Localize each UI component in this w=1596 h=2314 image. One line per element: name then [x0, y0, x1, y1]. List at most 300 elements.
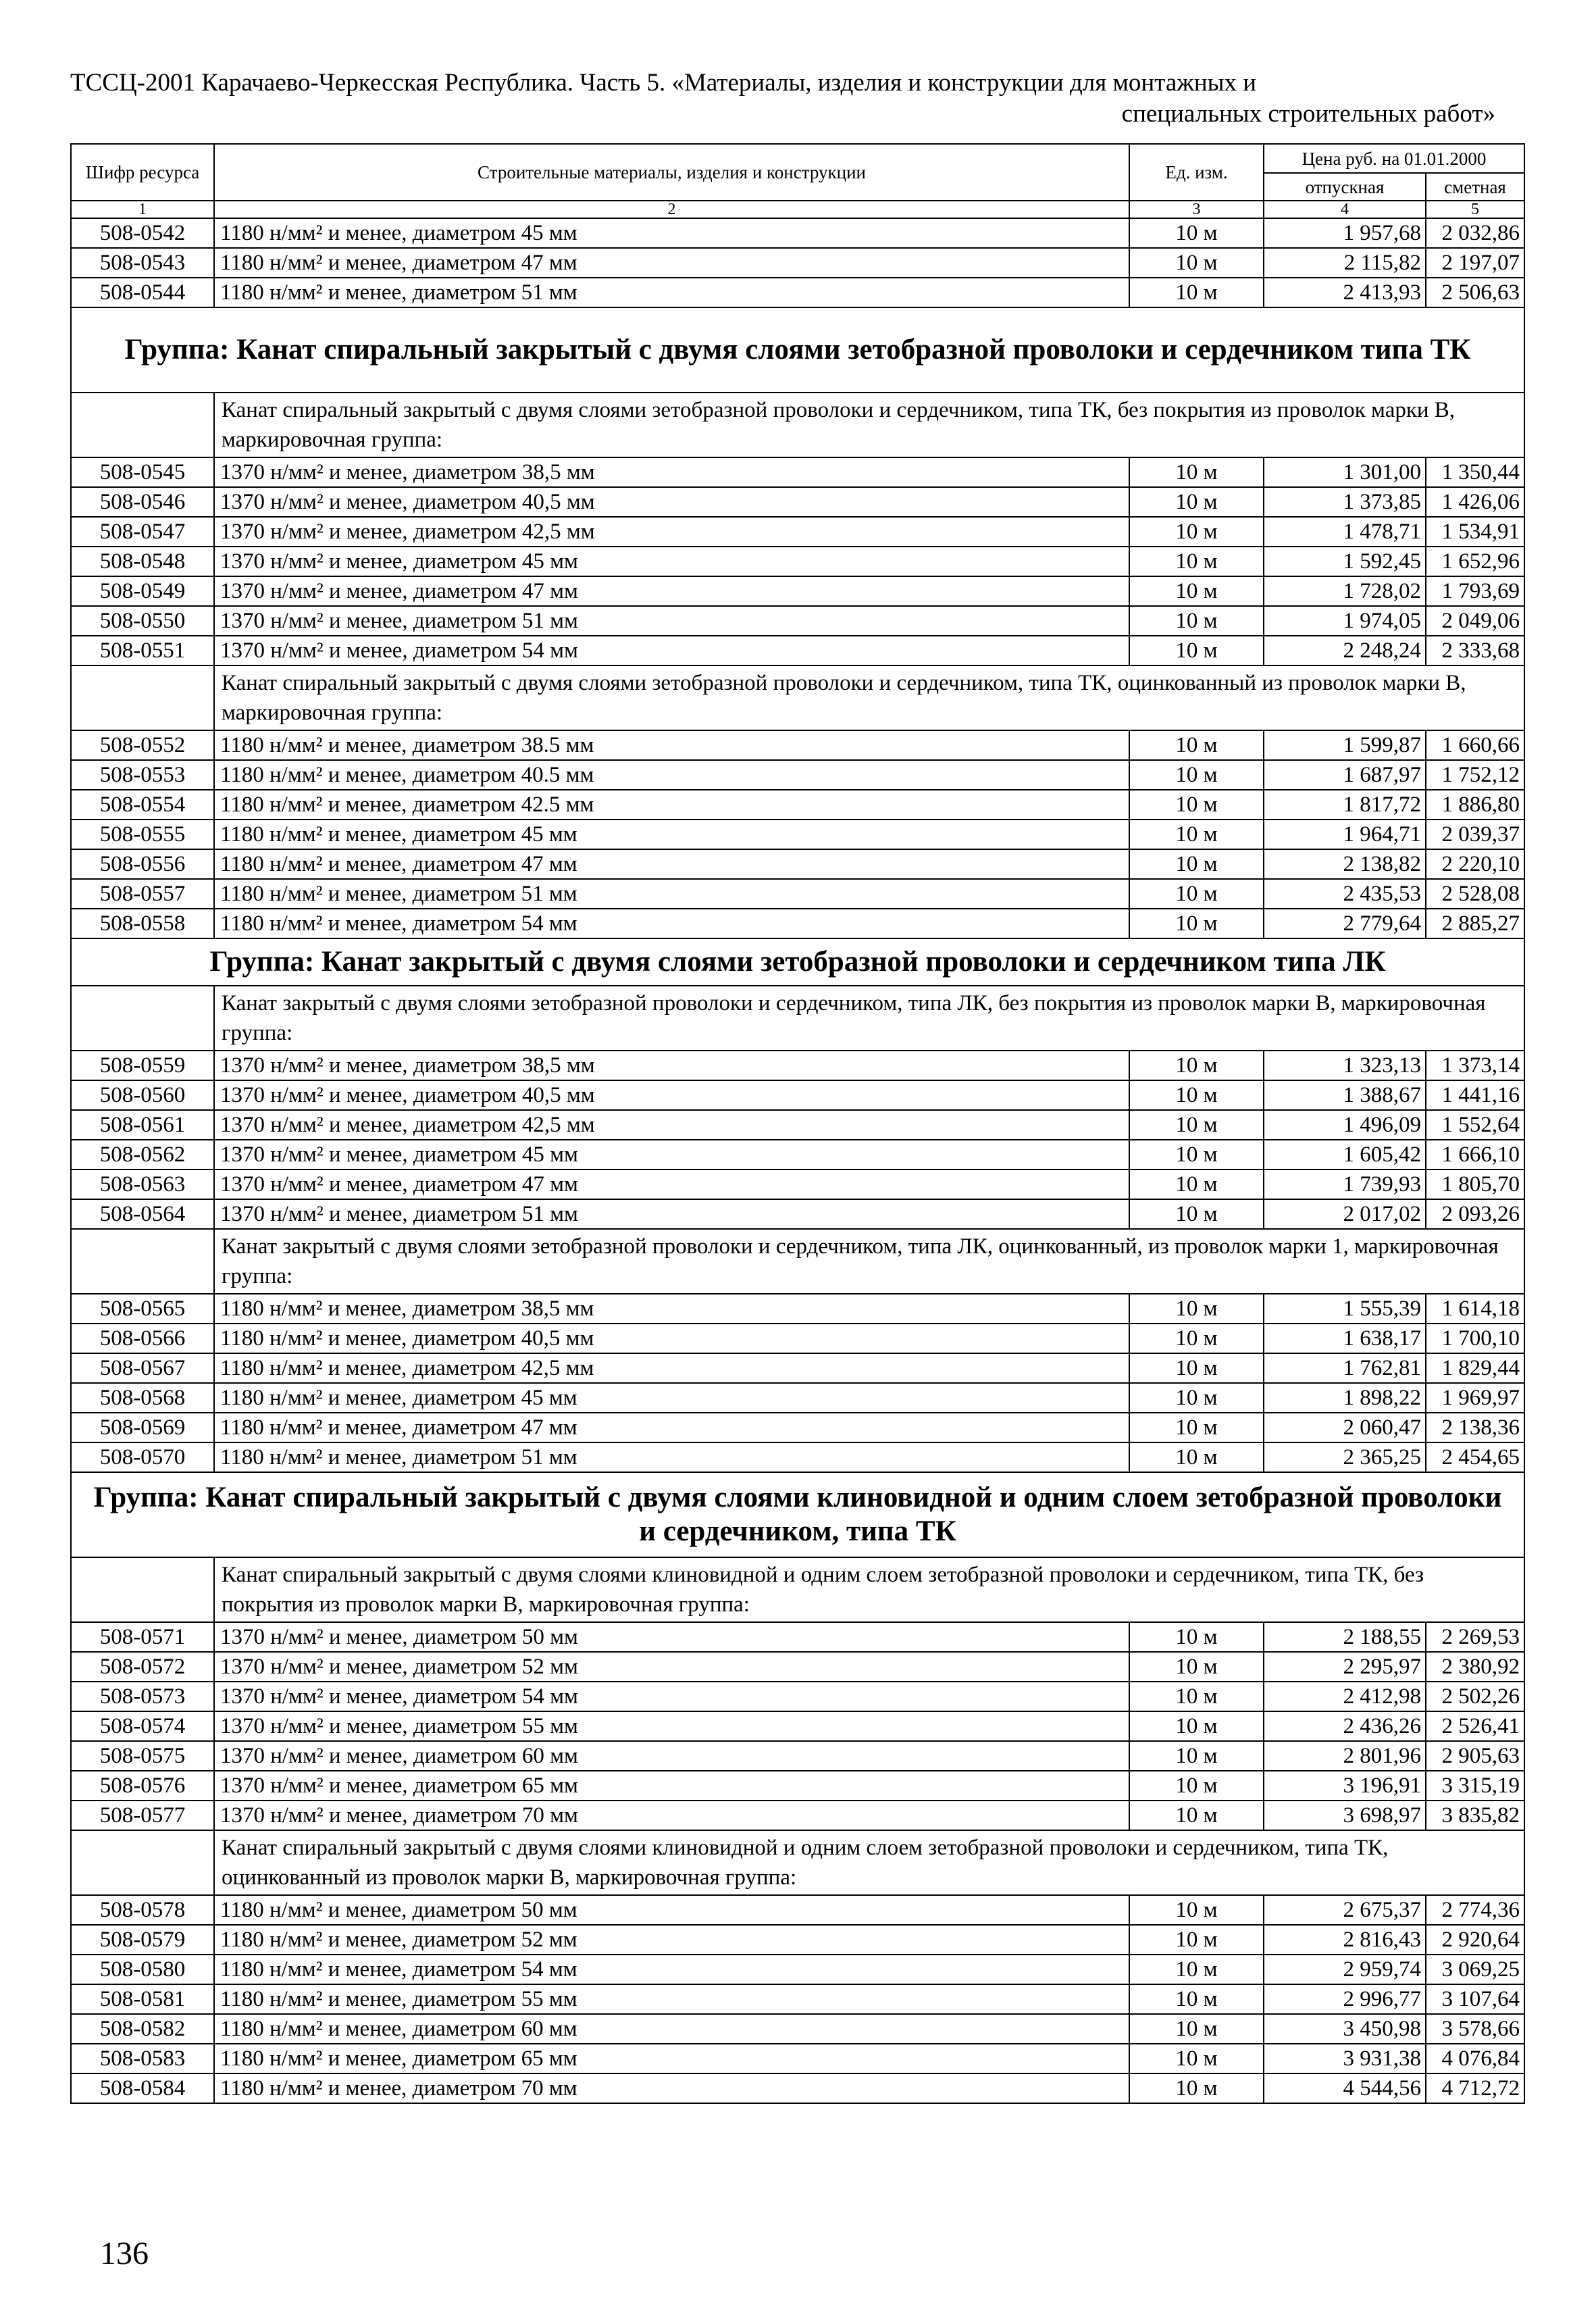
resource-code: 508-0570 — [71, 1442, 214, 1472]
resource-code: 508-0564 — [71, 1199, 214, 1229]
unit-cell: 10 м — [1129, 849, 1264, 879]
material-name: 1180 н/мм² и менее, диаметром 65 мм — [214, 2044, 1129, 2073]
estimate-price: 2 269,53 — [1426, 1622, 1524, 1652]
material-name: 1180 н/мм² и менее, диаметром 42.5 мм — [214, 790, 1129, 820]
unit-cell: 10 м — [1129, 879, 1264, 909]
table-row — [71, 636, 1524, 665]
unit-cell: 10 м — [1129, 1771, 1264, 1801]
material-name: 1180 н/мм² и менее, диаметром 40,5 мм — [214, 1324, 1129, 1353]
estimate-price: 4 712,72 — [1426, 2073, 1524, 2103]
subgroup-row — [71, 1830, 1524, 1895]
table-row — [71, 576, 1524, 606]
material-name: 1180 н/мм² и менее, диаметром 45 мм — [214, 820, 1129, 849]
material-name: 1370 н/мм² и менее, диаметром 60 мм — [214, 1741, 1129, 1771]
resource-code: 508-0543 — [71, 248, 214, 278]
table-row — [71, 2014, 1524, 2044]
unit-cell: 10 м — [1129, 1413, 1264, 1442]
estimate-price: 2 905,63 — [1426, 1741, 1524, 1771]
unit-cell: 10 м — [1129, 517, 1264, 547]
material-name: 1180 н/мм² и менее, диаметром 45 мм — [214, 1383, 1129, 1413]
material-name: 1180 н/мм² и менее, диаметром 45 мм — [214, 218, 1129, 248]
col-num-4: 4 — [1264, 201, 1426, 218]
wholesale-price: 2 365,25 — [1264, 1442, 1426, 1472]
wholesale-price: 1 373,85 — [1264, 487, 1426, 517]
subgroup-description: Канат спиральный закрытый с двумя слоями клиновидной и одним слоем зетобразной проволоки и сердечником, типа ТК, оцинкованный из проволок марки В, маркировочная группа: — [214, 1830, 1524, 1895]
subgroup-empty-cell — [71, 1830, 214, 1895]
unit-cell: 10 м — [1129, 457, 1264, 487]
table-row — [71, 1169, 1524, 1199]
subgroup-empty-cell — [71, 986, 214, 1051]
estimate-price: 1 652,96 — [1426, 547, 1524, 576]
wholesale-price: 2 017,02 — [1264, 1199, 1426, 1229]
material-name: 1180 н/мм² и менее, диаметром 38.5 мм — [214, 730, 1129, 760]
unit-cell: 10 м — [1129, 576, 1264, 606]
unit-cell: 10 м — [1129, 248, 1264, 278]
resource-code: 508-0579 — [71, 1925, 214, 1955]
material-name: 1180 н/мм² и менее, диаметром 51 мм — [214, 879, 1129, 909]
material-name: 1370 н/мм² и менее, диаметром 54 мм — [214, 1682, 1129, 1711]
wholesale-price: 1 974,05 — [1264, 606, 1426, 636]
resource-code: 508-0580 — [71, 1955, 214, 1984]
material-name: 1370 н/мм² и менее, диаметром 51 мм — [214, 606, 1129, 636]
estimate-price: 2 502,26 — [1426, 1682, 1524, 1711]
resource-code: 508-0575 — [71, 1741, 214, 1771]
material-name: 1370 н/мм² и менее, диаметром 38,5 мм — [214, 457, 1129, 487]
estimate-price: 2 885,27 — [1426, 909, 1524, 938]
table-row — [71, 1925, 1524, 1955]
resource-code: 508-0560 — [71, 1080, 214, 1110]
material-name: 1370 н/мм² и менее, диаметром 70 мм — [214, 1801, 1129, 1830]
table-row — [71, 1801, 1524, 1830]
wholesale-price: 1 728,02 — [1264, 576, 1426, 606]
table-row — [71, 2044, 1524, 2073]
wholesale-price: 2 959,74 — [1264, 1955, 1426, 1984]
unit-cell: 10 м — [1129, 487, 1264, 517]
estimate-price: 2 380,92 — [1426, 1652, 1524, 1682]
col-num-3: 3 — [1129, 201, 1264, 218]
resource-code: 508-0563 — [71, 1169, 214, 1199]
material-name: 1370 н/мм² и менее, диаметром 52 мм — [214, 1652, 1129, 1682]
table-row — [71, 1199, 1524, 1229]
wholesale-price: 3 196,91 — [1264, 1771, 1426, 1801]
estimate-price: 2 197,07 — [1426, 248, 1524, 278]
resource-code: 508-0583 — [71, 2044, 214, 2073]
group-heading: Группа: Канат спиральный закрытый с двумя слоями зетобразной проволоки и сердечником типа ТК — [71, 307, 1524, 393]
table-row — [71, 218, 1524, 248]
material-name: 1180 н/мм² и менее, диаметром 42,5 мм — [214, 1353, 1129, 1383]
table-row — [71, 849, 1524, 879]
estimate-price: 1 752,12 — [1426, 760, 1524, 790]
table-row — [71, 1984, 1524, 2014]
resource-code: 508-0565 — [71, 1294, 214, 1324]
unit-cell: 10 м — [1129, 1622, 1264, 1652]
subgroup-description: Канат спиральный закрытый с двумя слоями клиновидной и одним слоем зетобразной проволоки и сердечником, типа ТК, без покрытия из проволок марки В, маркировочная группа: — [214, 1557, 1524, 1622]
unit-cell: 10 м — [1129, 2014, 1264, 2044]
resource-code: 508-0547 — [71, 517, 214, 547]
wholesale-price: 1 496,09 — [1264, 1110, 1426, 1140]
unit-cell: 10 м — [1129, 1652, 1264, 1682]
estimate-price: 3 578,66 — [1426, 2014, 1524, 2044]
subgroup-empty-cell — [71, 1557, 214, 1622]
group-heading-row — [71, 1472, 1524, 1557]
material-name: 1370 н/мм² и менее, диаметром 42,5 мм — [214, 1110, 1129, 1140]
wholesale-price: 2 436,26 — [1264, 1711, 1426, 1741]
unit-cell: 10 м — [1129, 1199, 1264, 1229]
table-row — [71, 760, 1524, 790]
unit-cell: 10 м — [1129, 1682, 1264, 1711]
unit-cell: 10 м — [1129, 278, 1264, 307]
estimate-price: 2 526,41 — [1426, 1711, 1524, 1741]
unit-cell: 10 м — [1129, 1324, 1264, 1353]
material-name: 1180 н/мм² и менее, диаметром 52 мм — [214, 1925, 1129, 1955]
table-row — [71, 1652, 1524, 1682]
resource-code: 508-0544 — [71, 278, 214, 307]
unit-cell: 10 м — [1129, 1383, 1264, 1413]
resource-code: 508-0542 — [71, 218, 214, 248]
resource-code: 508-0546 — [71, 487, 214, 517]
subgroup-empty-cell — [71, 665, 214, 730]
table-row — [71, 1741, 1524, 1771]
estimate-price: 3 835,82 — [1426, 1801, 1524, 1830]
wholesale-price: 2 413,93 — [1264, 278, 1426, 307]
table-row — [71, 1622, 1524, 1652]
resource-code: 508-0557 — [71, 879, 214, 909]
wholesale-price: 1 478,71 — [1264, 517, 1426, 547]
material-name: 1180 н/мм² и менее, диаметром 50 мм — [214, 1895, 1129, 1925]
estimate-price: 1 441,16 — [1426, 1080, 1524, 1110]
resource-code: 508-0577 — [71, 1801, 214, 1830]
page-header — [70, 68, 1495, 130]
estimate-price: 1 660,66 — [1426, 730, 1524, 760]
wholesale-price: 2 996,77 — [1264, 1984, 1426, 2014]
material-name: 1370 н/мм² и менее, диаметром 40,5 мм — [214, 487, 1129, 517]
wholesale-price: 1 687,97 — [1264, 760, 1426, 790]
wholesale-price: 1 388,67 — [1264, 1080, 1426, 1110]
price-table — [70, 143, 1525, 2104]
table-row — [71, 278, 1524, 307]
estimate-price: 2 454,65 — [1426, 1442, 1524, 1472]
table-row — [71, 2073, 1524, 2103]
resource-code: 508-0582 — [71, 2014, 214, 2044]
group-heading: Группа: Канат спиральный закрытый с двумя слоями клиновидной и одним слоем зетобразной проволоки и сердечником, типа ТК — [71, 1472, 1524, 1557]
wholesale-price: 2 675,37 — [1264, 1895, 1426, 1925]
table-row — [71, 1051, 1524, 1080]
estimate-price: 2 920,64 — [1426, 1925, 1524, 1955]
wholesale-price: 1 964,71 — [1264, 820, 1426, 849]
material-name: 1370 н/мм² и менее, диаметром 45 мм — [214, 547, 1129, 576]
unit-cell: 10 м — [1129, 1110, 1264, 1140]
unit-cell: 10 м — [1129, 2073, 1264, 2103]
wholesale-price: 1 638,17 — [1264, 1324, 1426, 1353]
estimate-price: 2 506,63 — [1426, 278, 1524, 307]
estimate-price: 2 039,37 — [1426, 820, 1524, 849]
resource-code: 508-0567 — [71, 1353, 214, 1383]
table-row — [71, 487, 1524, 517]
wholesale-price: 2 295,97 — [1264, 1652, 1426, 1682]
estimate-price: 1 805,70 — [1426, 1169, 1524, 1199]
page-number: 136 — [100, 2236, 149, 2271]
wholesale-price: 2 801,96 — [1264, 1741, 1426, 1771]
subgroup-description: Канат закрытый с двумя слоями зетобразной проволоки и сердечником, типа ЛК, оцинкованный, из проволок марки 1, маркировочная группа: — [214, 1229, 1524, 1294]
table-row — [71, 730, 1524, 760]
unit-cell: 10 м — [1129, 820, 1264, 849]
resource-code: 508-0581 — [71, 1984, 214, 2014]
table-row — [71, 820, 1524, 849]
wholesale-price: 1 323,13 — [1264, 1051, 1426, 1080]
header-wholesale: отпускная — [1264, 173, 1426, 201]
unit-cell: 10 м — [1129, 1353, 1264, 1383]
resource-code: 508-0558 — [71, 909, 214, 938]
resource-code: 508-0568 — [71, 1383, 214, 1413]
table-row — [71, 1682, 1524, 1711]
resource-code: 508-0572 — [71, 1652, 214, 1682]
material-name: 1180 н/мм² и менее, диаметром 47 мм — [214, 1413, 1129, 1442]
table-row — [71, 790, 1524, 820]
material-name: 1370 н/мм² и менее, диаметром 54 мм — [214, 636, 1129, 665]
unit-cell: 10 м — [1129, 1984, 1264, 2014]
resource-code: 508-0574 — [71, 1711, 214, 1741]
wholesale-price: 1 739,93 — [1264, 1169, 1426, 1199]
material-name: 1370 н/мм² и менее, диаметром 40,5 мм — [214, 1080, 1129, 1110]
unit-cell: 10 м — [1129, 606, 1264, 636]
subgroup-row — [71, 986, 1524, 1051]
wholesale-price: 3 450,98 — [1264, 2014, 1426, 2044]
unit-cell: 10 м — [1129, 1741, 1264, 1771]
wholesale-price: 2 138,82 — [1264, 849, 1426, 879]
material-name: 1370 н/мм² и менее, диаметром 45 мм — [214, 1140, 1129, 1169]
table-row — [71, 1324, 1524, 1353]
wholesale-price: 2 435,53 — [1264, 879, 1426, 909]
wholesale-price: 1 599,87 — [1264, 730, 1426, 760]
resource-code: 508-0561 — [71, 1110, 214, 1140]
estimate-price: 1 534,91 — [1426, 517, 1524, 547]
header-name: Строительные материалы, изделия и конструкции — [214, 144, 1129, 201]
estimate-price: 1 793,69 — [1426, 576, 1524, 606]
table-row — [71, 1353, 1524, 1383]
material-name: 1370 н/мм² и менее, диаметром 55 мм — [214, 1711, 1129, 1741]
wholesale-price: 2 816,43 — [1264, 1925, 1426, 1955]
resource-code: 508-0554 — [71, 790, 214, 820]
resource-code: 508-0549 — [71, 576, 214, 606]
resource-code: 508-0552 — [71, 730, 214, 760]
unit-cell: 10 м — [1129, 2044, 1264, 2073]
group-heading: Группа: Канат закрытый с двумя слоями зетобразной проволоки и сердечником типа ЛК — [71, 938, 1524, 986]
material-name: 1180 н/мм² и менее, диаметром 70 мм — [214, 2073, 1129, 2103]
col-num-5: 5 — [1426, 201, 1524, 218]
estimate-price: 1 829,44 — [1426, 1353, 1524, 1383]
resource-code: 508-0553 — [71, 760, 214, 790]
wholesale-price: 1 592,45 — [1264, 547, 1426, 576]
wholesale-price: 2 248,24 — [1264, 636, 1426, 665]
estimate-price: 2 220,10 — [1426, 849, 1524, 879]
wholesale-price: 3 698,97 — [1264, 1801, 1426, 1830]
resource-code: 508-0571 — [71, 1622, 214, 1652]
table-row — [71, 1442, 1524, 1472]
unit-cell: 10 м — [1129, 730, 1264, 760]
resource-code: 508-0559 — [71, 1051, 214, 1080]
estimate-price: 3 069,25 — [1426, 1955, 1524, 1984]
estimate-price: 1 350,44 — [1426, 457, 1524, 487]
subgroup-description: Канат спиральный закрытый с двумя слоями зетобразной проволоки и сердечником, типа ТК, оцинкованный из проволок марки В, маркировочная группа: — [214, 665, 1524, 730]
unit-cell: 10 м — [1129, 790, 1264, 820]
group-heading-row — [71, 307, 1524, 393]
header-line-1: ТССЦ-2001 Карачаево-Черкесская Республика. Часть 5. «Материалы, изделия и конструкции для монтажных и — [70, 69, 1257, 97]
material-name: 1370 н/мм² и менее, диаметром 47 мм — [214, 576, 1129, 606]
resource-code: 508-0584 — [71, 2073, 214, 2103]
wholesale-price: 3 931,38 — [1264, 2044, 1426, 2073]
header-line-2: специальных строительных работ» — [1121, 100, 1495, 128]
table-row — [71, 606, 1524, 636]
material-name: 1180 н/мм² и менее, диаметром 54 мм — [214, 1955, 1129, 1984]
material-name: 1180 н/мм² и менее, диаметром 40.5 мм — [214, 760, 1129, 790]
material-name: 1180 н/мм² и менее, диаметром 54 мм — [214, 909, 1129, 938]
table-row — [71, 457, 1524, 487]
material-name: 1180 н/мм² и менее, диаметром 47 мм — [214, 849, 1129, 879]
material-name: 1370 н/мм² и менее, диаметром 65 мм — [214, 1771, 1129, 1801]
table-row — [71, 1294, 1524, 1324]
material-name: 1180 н/мм² и менее, диаметром 55 мм — [214, 1984, 1129, 2014]
resource-code: 508-0555 — [71, 820, 214, 849]
estimate-price: 2 049,06 — [1426, 606, 1524, 636]
table-header-row — [71, 144, 1524, 173]
wholesale-price: 1 898,22 — [1264, 1383, 1426, 1413]
material-name: 1370 н/мм² и менее, диаметром 42,5 мм — [214, 517, 1129, 547]
unit-cell: 10 м — [1129, 760, 1264, 790]
estimate-price: 1 614,18 — [1426, 1294, 1524, 1324]
material-name: 1180 н/мм² и менее, диаметром 60 мм — [214, 2014, 1129, 2044]
estimate-price: 2 138,36 — [1426, 1413, 1524, 1442]
table-row — [71, 248, 1524, 278]
wholesale-price: 1 301,00 — [1264, 457, 1426, 487]
material-name: 1180 н/мм² и менее, диаметром 51 мм — [214, 1442, 1129, 1472]
wholesale-price: 2 060,47 — [1264, 1413, 1426, 1442]
unit-cell: 10 м — [1129, 1895, 1264, 1925]
estimate-price: 2 032,86 — [1426, 218, 1524, 248]
header-price: Цена руб. на 01.01.2000 — [1264, 144, 1524, 173]
unit-cell: 10 м — [1129, 1442, 1264, 1472]
unit-cell: 10 м — [1129, 1925, 1264, 1955]
column-number-row — [71, 201, 1524, 218]
estimate-price: 3 315,19 — [1426, 1771, 1524, 1801]
wholesale-price: 1 817,72 — [1264, 790, 1426, 820]
table-row — [71, 547, 1524, 576]
wholesale-price: 1 762,81 — [1264, 1353, 1426, 1383]
estimate-price: 2 333,68 — [1426, 636, 1524, 665]
subgroup-description: Канат закрытый с двумя слоями зетобразной проволоки и сердечником, типа ЛК, без покрытия из проволок марки В, маркировочная группа: — [214, 986, 1524, 1051]
unit-cell: 10 м — [1129, 1080, 1264, 1110]
estimate-price: 1 700,10 — [1426, 1324, 1524, 1353]
estimate-price: 1 666,10 — [1426, 1140, 1524, 1169]
resource-code: 508-0551 — [71, 636, 214, 665]
resource-code: 508-0545 — [71, 457, 214, 487]
header-unit: Ед. изм. — [1129, 144, 1264, 201]
estimate-price: 1 373,14 — [1426, 1051, 1524, 1080]
subgroup-row — [71, 1557, 1524, 1622]
estimate-price: 1 969,97 — [1426, 1383, 1524, 1413]
estimate-price: 4 076,84 — [1426, 2044, 1524, 2073]
unit-cell: 10 м — [1129, 909, 1264, 938]
wholesale-price: 4 544,56 — [1264, 2073, 1426, 2103]
material-name: 1180 н/мм² и менее, диаметром 38,5 мм — [214, 1294, 1129, 1324]
table-row — [71, 879, 1524, 909]
resource-code: 508-0569 — [71, 1413, 214, 1442]
subgroup-description: Канат спиральный закрытый с двумя слоями зетобразной проволоки и сердечником, типа ТК, без покрытия из проволок марки В, маркировочная группа: — [214, 393, 1524, 457]
wholesale-price: 2 779,64 — [1264, 909, 1426, 938]
table-row — [71, 1413, 1524, 1442]
wholesale-price: 1 957,68 — [1264, 218, 1426, 248]
resource-code: 508-0566 — [71, 1324, 214, 1353]
unit-cell: 10 м — [1129, 1051, 1264, 1080]
estimate-price: 2 093,26 — [1426, 1199, 1524, 1229]
resource-code: 508-0562 — [71, 1140, 214, 1169]
unit-cell: 10 м — [1129, 1140, 1264, 1169]
resource-code: 508-0548 — [71, 547, 214, 576]
table-row — [71, 1140, 1524, 1169]
subgroup-empty-cell — [71, 1229, 214, 1294]
table-row — [71, 1711, 1524, 1741]
material-name: 1180 н/мм² и менее, диаметром 47 мм — [214, 248, 1129, 278]
subgroup-row — [71, 393, 1524, 457]
table-row — [71, 517, 1524, 547]
table-row — [71, 1955, 1524, 1984]
table-row — [71, 1771, 1524, 1801]
table-row — [71, 1080, 1524, 1110]
material-name: 1370 н/мм² и менее, диаметром 38,5 мм — [214, 1051, 1129, 1080]
estimate-price: 1 886,80 — [1426, 790, 1524, 820]
table-row — [71, 909, 1524, 938]
unit-cell: 10 м — [1129, 1169, 1264, 1199]
resource-code: 508-0573 — [71, 1682, 214, 1711]
wholesale-price: 1 555,39 — [1264, 1294, 1426, 1324]
estimate-price: 1 426,06 — [1426, 487, 1524, 517]
subgroup-empty-cell — [71, 393, 214, 457]
unit-cell: 10 м — [1129, 636, 1264, 665]
material-name: 1370 н/мм² и менее, диаметром 51 мм — [214, 1199, 1129, 1229]
material-name: 1370 н/мм² и менее, диаметром 47 мм — [214, 1169, 1129, 1199]
unit-cell: 10 м — [1129, 1801, 1264, 1830]
material-name: 1180 н/мм² и менее, диаметром 51 мм — [214, 278, 1129, 307]
table-row — [71, 1895, 1524, 1925]
wholesale-price: 2 412,98 — [1264, 1682, 1426, 1711]
resource-code: 508-0576 — [71, 1771, 214, 1801]
group-heading-row — [71, 938, 1524, 986]
wholesale-price: 1 605,42 — [1264, 1140, 1426, 1169]
subgroup-row — [71, 1229, 1524, 1294]
resource-code: 508-0556 — [71, 849, 214, 879]
estimate-price: 2 774,36 — [1426, 1895, 1524, 1925]
unit-cell: 10 м — [1129, 547, 1264, 576]
wholesale-price: 2 115,82 — [1264, 248, 1426, 278]
estimate-price: 3 107,64 — [1426, 1984, 1524, 2014]
subgroup-row — [71, 665, 1524, 730]
estimate-price: 1 552,64 — [1426, 1110, 1524, 1140]
unit-cell: 10 м — [1129, 218, 1264, 248]
col-num-1: 1 — [71, 201, 214, 218]
material-name: 1370 н/мм² и менее, диаметром 50 мм — [214, 1622, 1129, 1652]
table-row — [71, 1110, 1524, 1140]
header-code: Шифр ресурса — [71, 144, 214, 201]
col-num-2: 2 — [214, 201, 1129, 218]
unit-cell: 10 м — [1129, 1711, 1264, 1741]
wholesale-price: 2 188,55 — [1264, 1622, 1426, 1652]
unit-cell: 10 м — [1129, 1294, 1264, 1324]
estimate-price: 2 528,08 — [1426, 879, 1524, 909]
resource-code: 508-0578 — [71, 1895, 214, 1925]
table-row — [71, 1383, 1524, 1413]
resource-code: 508-0550 — [71, 606, 214, 636]
unit-cell: 10 м — [1129, 1955, 1264, 1984]
header-estimate: сметная — [1426, 173, 1524, 201]
